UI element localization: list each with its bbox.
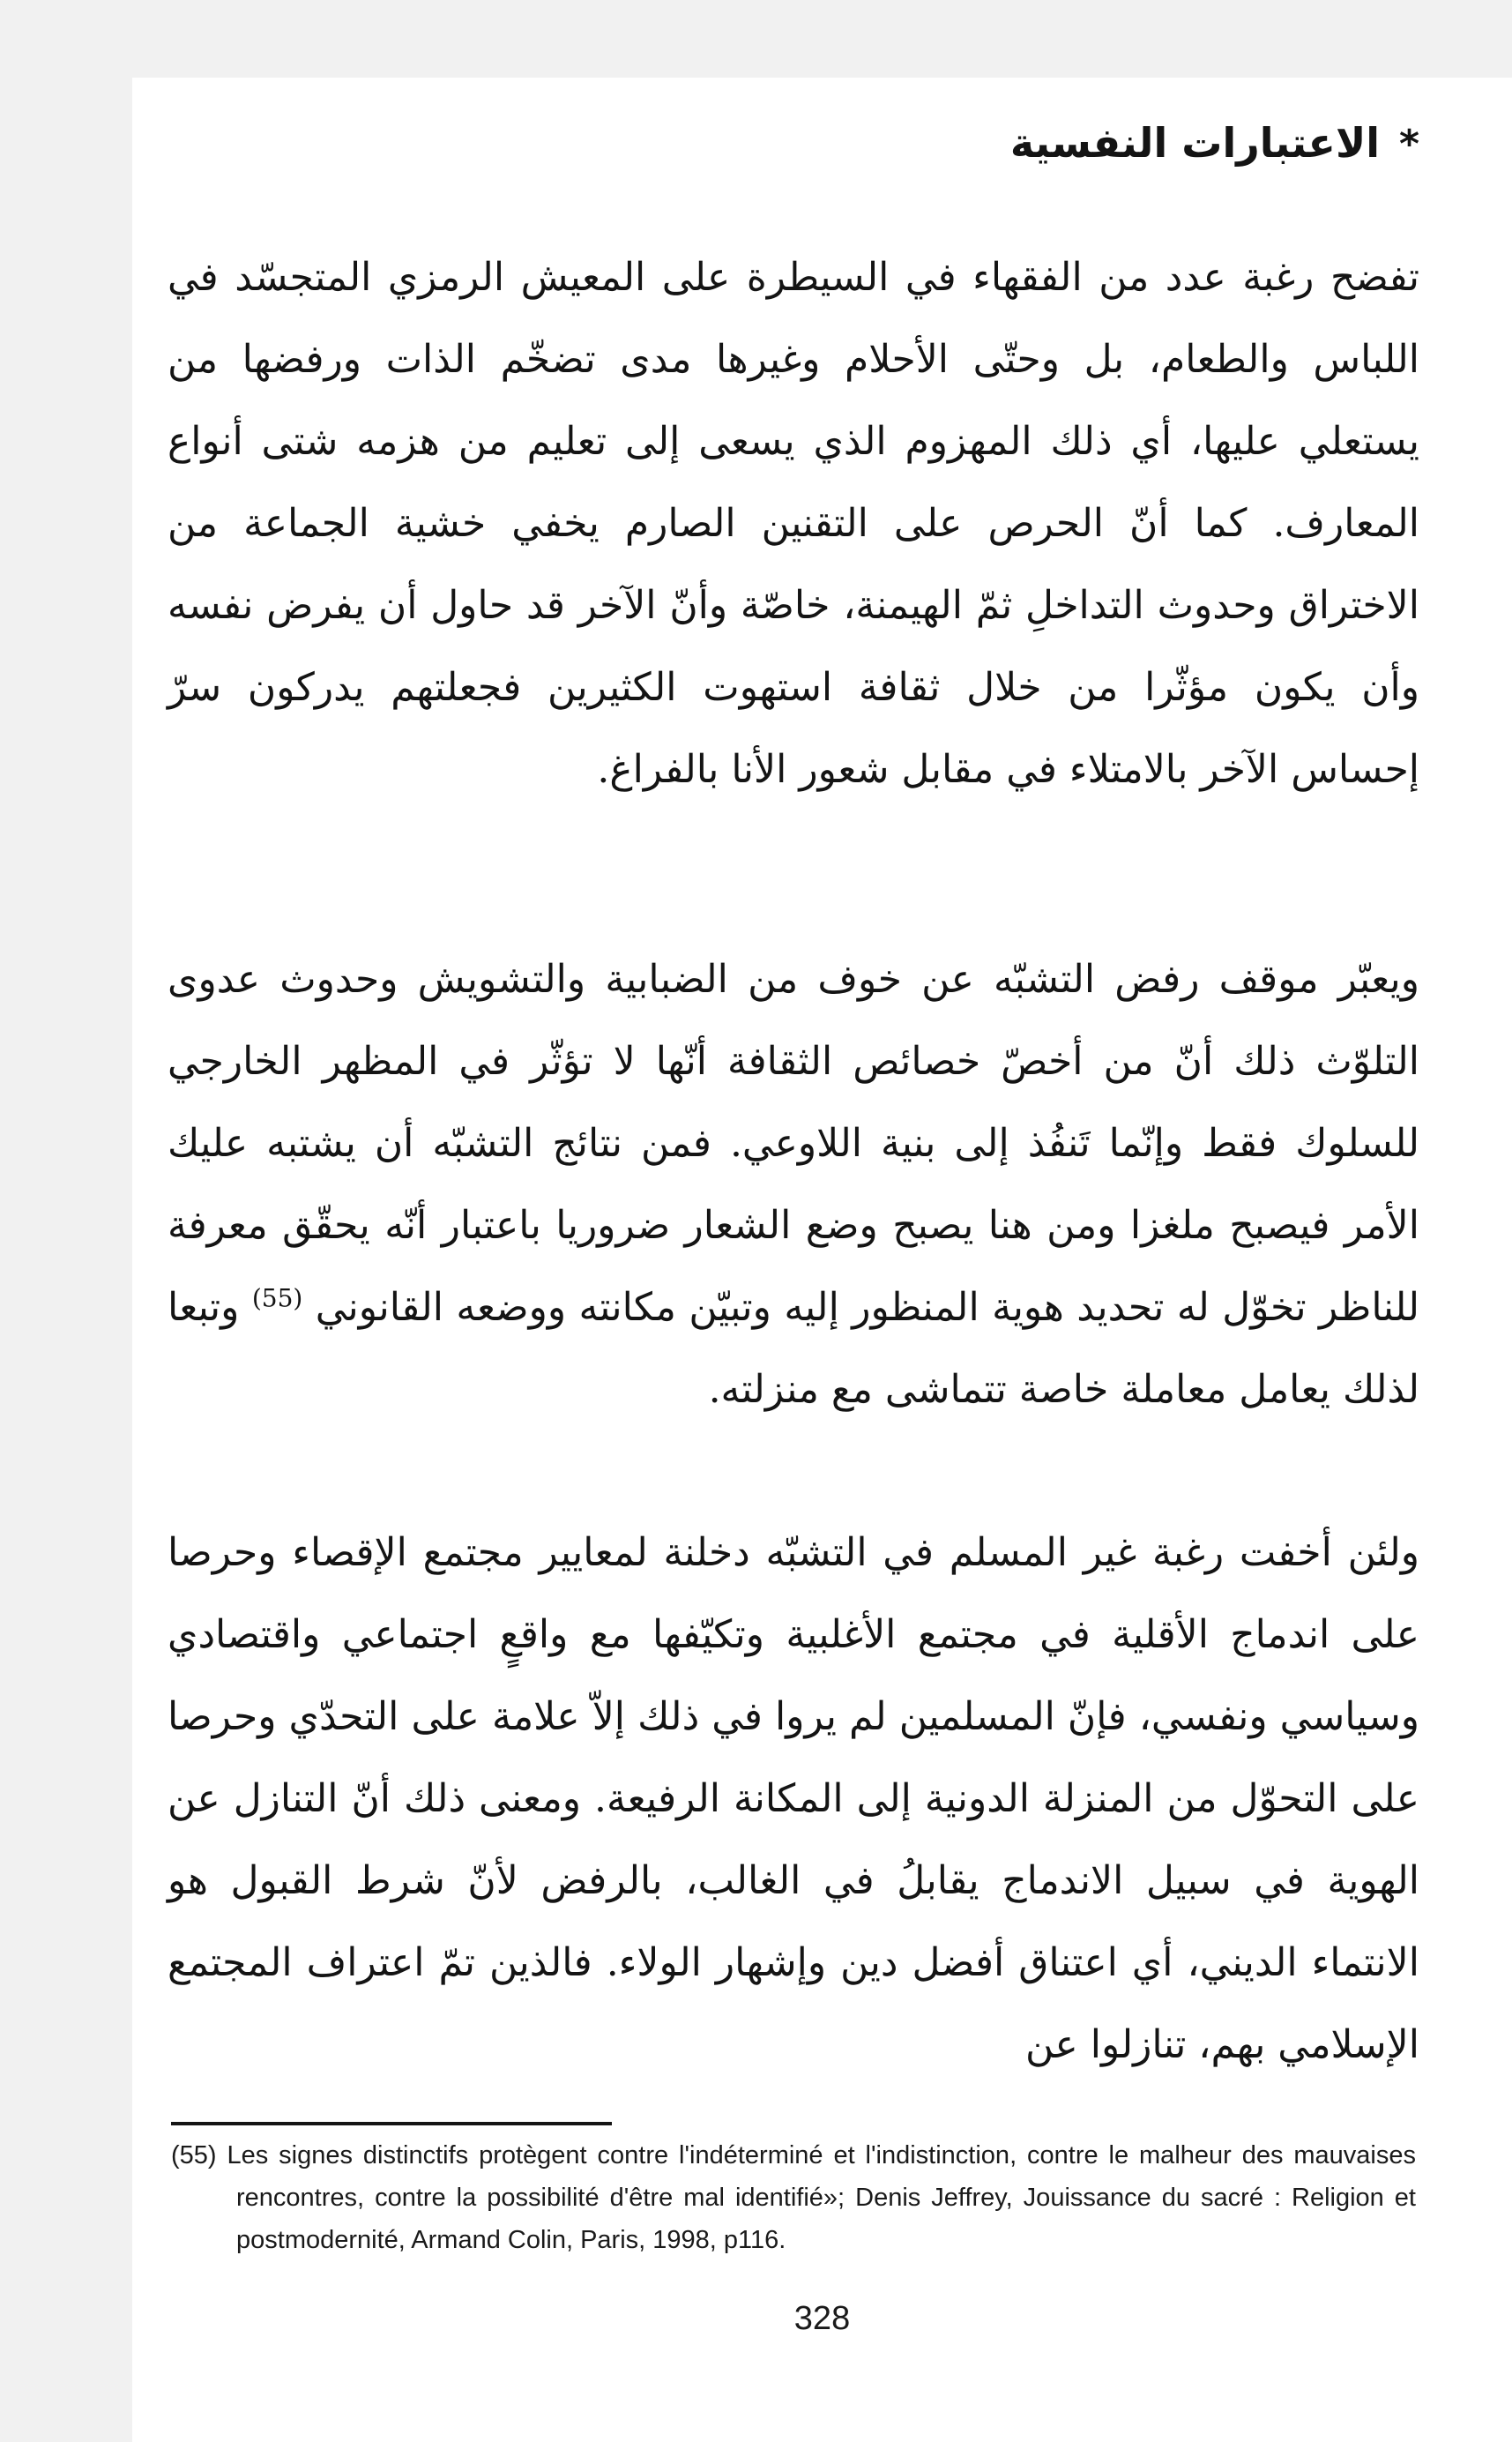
paragraph-2	[168, 938, 1419, 1430]
paragraph-1: تفضح رغبة عدد من الفقهاء في السيطرة على المعيش الرمزي المتجسّد في اللباس والطعام، بل وحتّى الأحلام وغيرها مدى تضخّم الذات ورفضها من يستعلي عليها، أي ذلك المهزوم الذي يسعى إلى تعليم من هزمه شتى أنواع المعارف. كما أنّ الحرص على التقنين الصارم يخفي خشية الجماعة من الاختراق وحدوث التداخلِ ثمّ الهيمنة، خاصّة وأنّ الآخر قد حاول أن يفرض نفسه وأن يكون مؤثّرا من خلال ثقافة استهوت الكثيرين فجعلتهم يدركون سرّ إحساس الآخر بالامتلاء في مقابل شعور الأنا بالفراغ.	[168, 255, 1420, 792]
footnote	[171, 2134, 1416, 2261]
footnote-text: Les signes distinctifs protègent contre l'indéterminé et l'indistinction, contre le malheur des mauvaises rencontres, contre la possibilité d'être mal identifié»; Denis Jeffrey, Jouissance du sacré : Religion et postmodernité, Armand Colin, Paris, 1998, p116.	[227, 2141, 1416, 2254]
footnote-number: (55)	[171, 2141, 217, 2169]
heading-title: الاعتبارات النفسية	[1009, 119, 1380, 167]
page-number: 328	[793, 2300, 851, 2337]
paragraph-2-ending: وتبعا لذلك يعامل معاملة خاصة تتماشى مع منزلته.	[168, 1285, 1419, 1412]
heading-bullet: *	[1398, 122, 1419, 167]
footnote-divider	[171, 2122, 612, 2125]
book-page	[132, 78, 1512, 2442]
section-heading	[168, 108, 1419, 180]
paragraph-2-text: ويعبّر موقف رفض التشبّه عن خوف من الضبابية والتشويش وحدوث عدوى التلوّث ذلك أنّ من أخصّ خصائص الثقافة أنّها لا تؤثّر في المظهر الخارجي للسلوك فقط وإنّما تَنفُذ إلى بنية اللاوعي. فمن نتائج التشبّه أن يشتبه عليك الأمر فيصبح ملغزا ومن هنا يصبح وضع الشعار ضروريا باعتبار أنّه يحقّق معرفة للناظر تخوّل له تحديد هوية المنظور إليه وتبيّن مكانته ووضعه القانوني	[168, 957, 1419, 1330]
paragraph-3: ولئن أخفت رغبة غير المسلم في التشبّه دخلنة لمعايير مجتمع الإقصاء وحرصا على اندماج الأقلية في مجتمع الأغلبية وتكيّفها مع واقعٍ اجتماعي واقتصادي وسياسي ونفسي، فإنّ المسلمين لم يروا في ذلك إلاّ علامة على التحدّي وحرصا على التحوّل من المنزلة الدونية إلى المكانة الرفيعة. ومعنى ذلك أنّ التنازل عن الهوية في سبيل الاندماج يقابلُ في الغالب، بالرفض لأنّ شرط القبول هو الانتماء الديني، أي اعتناق أفضل دين وإشهار الولاء. فالذين تمّ اعتراف المجتمع الإسلامي بهم، تنازلوا عن	[168, 1530, 1419, 2067]
footnote-reference[interactable]: (55)	[251, 1283, 303, 1313]
